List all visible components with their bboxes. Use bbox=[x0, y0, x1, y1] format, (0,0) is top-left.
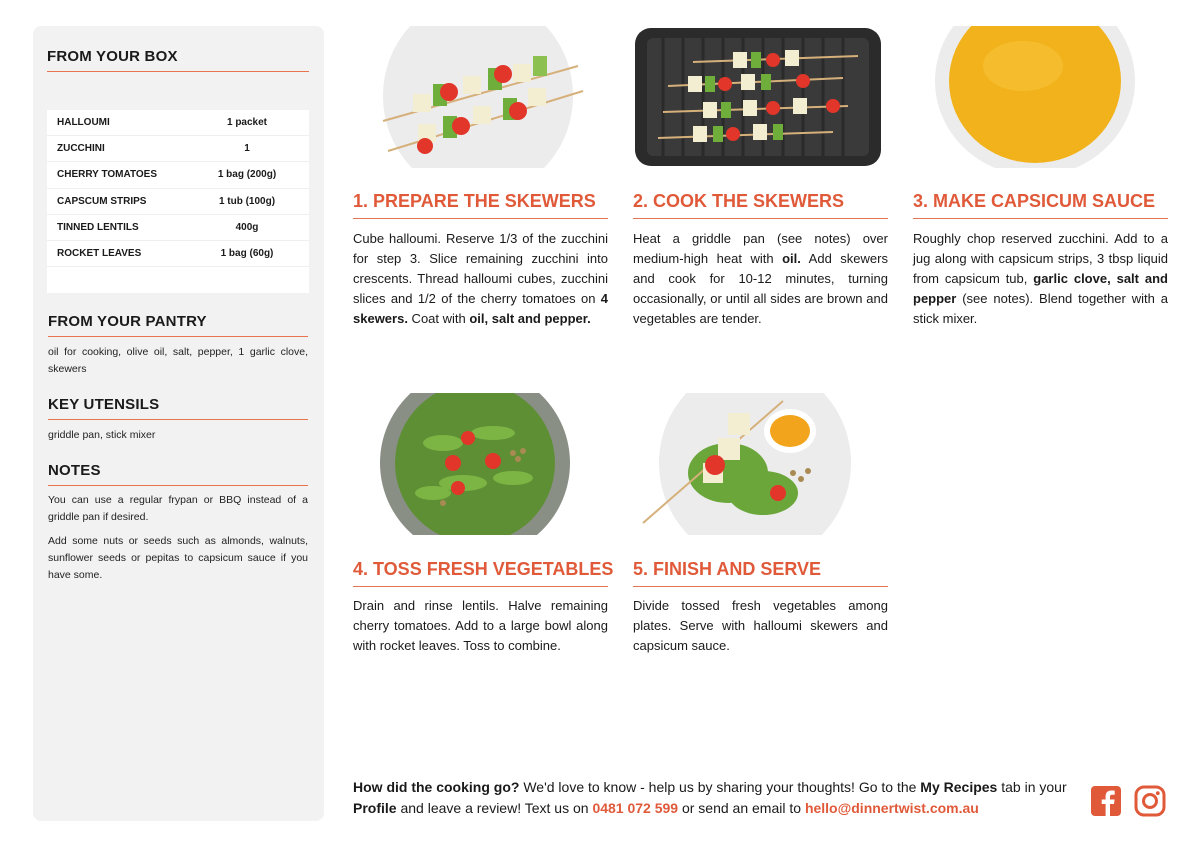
ingredient-row bbox=[47, 162, 309, 188]
note-text: Add some nuts or seeds such as almonds, walnuts, sunflower seeds or pepitas to capsicum sauce if you have some. bbox=[48, 535, 308, 581]
griddle-pan-photo bbox=[633, 26, 888, 168]
from-your-box-heading: FROM YOUR BOX bbox=[47, 48, 309, 72]
from-your-pantry-heading: FROM YOUR PANTRY bbox=[48, 313, 308, 337]
footer-text: or send an email to bbox=[678, 800, 805, 816]
footer-text: and leave a review! Text us on bbox=[396, 800, 593, 816]
step-2-text bbox=[633, 229, 888, 329]
notes-heading: NOTES bbox=[48, 462, 308, 486]
step-bold-text: 4 skewers. bbox=[353, 291, 608, 326]
ingredient-row bbox=[47, 110, 309, 136]
ingredient-row bbox=[47, 241, 309, 267]
step-2-title: 2. COOK THE SKEWERS bbox=[633, 191, 888, 219]
ingredient-qty: 400g bbox=[235, 221, 259, 233]
ingredients-table bbox=[47, 110, 309, 293]
salad-bowl-photo bbox=[353, 393, 608, 535]
step-bold-text: garlic clove, salt and pepper bbox=[913, 271, 1168, 306]
ingredient-name: ROCKET LEAVES bbox=[57, 248, 142, 260]
skewers-raw-photo bbox=[353, 26, 608, 168]
ingredient-name: HALLOUMI bbox=[57, 117, 110, 129]
step-text: Divide tossed fresh vegetables among plates. Serve with halloumi skewers and capsicum sauce. bbox=[633, 598, 888, 653]
step-text: Heat a griddle pan (see notes) over medium-high heat with bbox=[633, 231, 888, 266]
plated-dish-photo bbox=[633, 393, 888, 535]
phone-link[interactable]: 0481 072 599 bbox=[592, 800, 679, 816]
key-utensils-heading: KEY UTENSILS bbox=[48, 396, 308, 420]
ingredient-qty: 1 bbox=[244, 143, 250, 155]
step-1-text bbox=[353, 229, 608, 329]
step-text: Roughly chop reserved zucchini. Add to a jug along with capsicum strips, 3 tbsp liquid from capsicum tub, bbox=[913, 231, 1168, 286]
footer-text: We'd love to know - help us by sharing your thoughts! Go to the bbox=[519, 779, 921, 795]
utensils-text: griddle pan, stick mixer bbox=[48, 429, 156, 441]
step-bold-text: oil. bbox=[782, 251, 801, 266]
capsicum-sauce-photo bbox=[913, 26, 1168, 168]
ingredient-row bbox=[47, 189, 309, 215]
step-text: Cube halloumi. Reserve 1/3 of the zucchini for step 3. Slice remaining zucchini into crescents. Thread halloumi cubes, zucchini slices and 1/2 of the cherry tomatoes on bbox=[353, 231, 608, 306]
step-text: Coat with bbox=[407, 311, 470, 326]
note-text: You can use a regular frypan or BBQ instead of a griddle pan if desired. bbox=[48, 494, 308, 523]
step-4-text bbox=[353, 596, 608, 656]
step-text: Drain and rinse lentils. Halve remaining cherry tomatoes. Add to a large bowl along with rocket leaves. Toss to combine. bbox=[353, 598, 608, 653]
pantry-text: oil for cooking, olive oil, salt, pepper, 1 garlic clove, skewers bbox=[48, 346, 308, 375]
ingredient-qty: 1 packet bbox=[226, 117, 268, 129]
email-link[interactable]: hello@dinnertwist.com.au bbox=[804, 800, 979, 816]
footer-text: tab in your bbox=[997, 779, 1067, 795]
profile-link[interactable]: Profile bbox=[353, 800, 397, 816]
step-5-title: 5. FINISH AND SERVE bbox=[633, 559, 888, 587]
facebook-icon[interactable] bbox=[1090, 785, 1122, 817]
feedback-footer bbox=[353, 777, 1073, 819]
instagram-icon[interactable] bbox=[1134, 785, 1166, 817]
ingredient-name: ZUCCHINI bbox=[57, 143, 105, 155]
step-5-text bbox=[633, 596, 888, 656]
ingredient-name: TINNED LENTILS bbox=[57, 221, 139, 233]
step-1-title: 1. PREPARE THE SKEWERS bbox=[353, 191, 608, 219]
step-4-title: 4. TOSS FRESH VEGETABLES bbox=[353, 559, 608, 587]
ingredient-name: CHERRY TOMATOES bbox=[57, 169, 158, 181]
step-bold-text: oil, salt and pepper. bbox=[469, 311, 591, 326]
ingredient-qty: 1 bag (200g) bbox=[217, 169, 277, 181]
step-text: Add skewers and cook for 10-12 minutes, turning occasionally, or until all sides are brown and vegetables are tender. bbox=[633, 251, 888, 326]
ingredient-qty: 1 tub (100g) bbox=[218, 195, 276, 207]
ingredient-row bbox=[47, 136, 309, 162]
step-3-text bbox=[913, 229, 1168, 329]
sidebar bbox=[33, 26, 324, 821]
feedback-question: How did the cooking go? bbox=[353, 779, 520, 795]
ingredient-row bbox=[47, 215, 309, 241]
ingredient-name: CAPSCUM STRIPS bbox=[57, 195, 147, 207]
ingredient-qty: 1 bag (60g) bbox=[220, 248, 274, 260]
step-3-title: 3. MAKE CAPSICUM SAUCE bbox=[913, 191, 1168, 219]
step-text: (see notes). Blend together with a stick mixer. bbox=[913, 291, 1168, 326]
my-recipes-link[interactable]: My Recipes bbox=[920, 779, 998, 795]
